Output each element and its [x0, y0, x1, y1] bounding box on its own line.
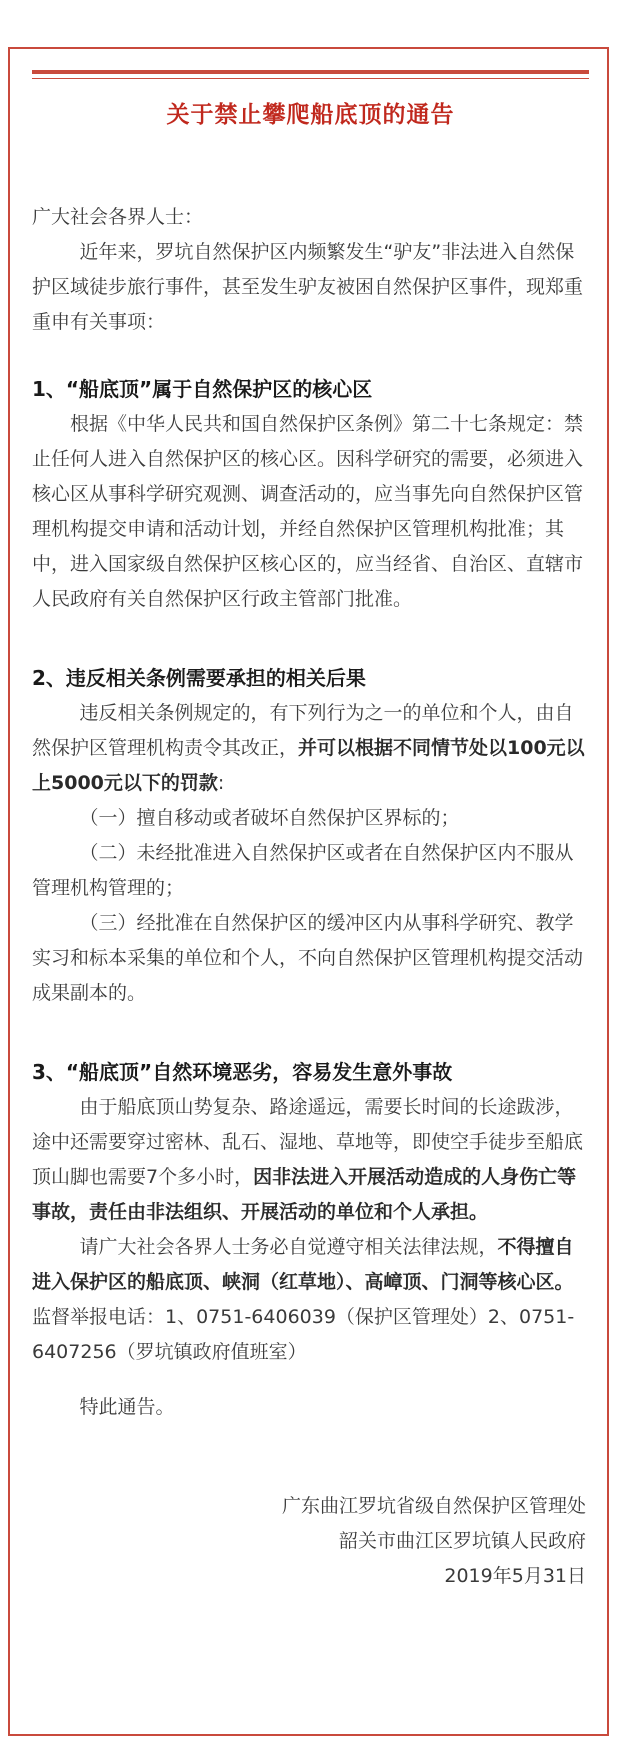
spacer	[32, 1425, 592, 1469]
appeal-paragraph	[32, 1230, 592, 1370]
spacer	[32, 1469, 592, 1489]
spacer	[32, 1370, 592, 1390]
spacer	[32, 617, 592, 661]
section-2-body-text: 违反相关条例规定的，有下列行为之一的单位和个人，由自然保护区管理机构责令其改正，	[32, 702, 574, 759]
appeal-text-start: 请广大社会各界人士务必自觉遵守相关法律法规，	[79, 1236, 498, 1258]
section-2-heading: 2、违反相关条例需要承担的相关后果	[32, 666, 366, 690]
section-2-item-2: （二）未经批准进入自然保护区或者在自然保护区内不服从管理机构管理的；	[32, 842, 574, 899]
section-2-item-1: （一）擅自移动或者破坏自然保护区界标的；	[79, 807, 460, 829]
signature-org-2: 韶关市曲江区罗坑镇人民政府	[338, 1530, 586, 1552]
spacer	[32, 1011, 592, 1055]
appeal-prohibition: 不得擅自进入保护区的船底顶、峡洞（红草地）、高嶂顶、门洞等核心区。	[32, 1236, 574, 1293]
header-rule-thick	[32, 70, 589, 74]
section-3-liability: 因非法进入开展活动造成的人身伤亡等事故，责任由非法组织、开展活动的单位和个人承担。	[32, 1166, 577, 1223]
section-3-body-text: 由于船底顶山势复杂、路途遥远，需要长时间的长途跋涉，途中还需要穿过密林、乱石、湿地、草地等，即使空手徒步至船底顶山脚也需要7个多小时，	[32, 1096, 584, 1188]
section-1-body: 根据《中华人民共和国自然保护区条例》第二十七条规定：禁止任何人进入自然保护区的核心区。因科学研究的需要，必须进入核心区从事科学研究观测、调查活动的，应当事先向自然保护区管理机构提交申请和活动计划，并经自然保护区管理机构批准；其中，进入国家级自然保护区核心区的，应当经省、自治区、直辖市人民政府有关自然保护区行政主管部门批准。	[32, 413, 584, 610]
section-2-penalty: 并可以根据不同情节处以100元以上5000元以下的罚款	[32, 737, 585, 794]
signature-date: 2019年5月31日	[444, 1565, 586, 1587]
section-2-item-3: （三）经批准在自然保护区的缓冲区内从事科学研究、教学实习和标本采集的单位和个人，不向自然保护区管理机构提交活动成果副本的。	[32, 912, 584, 1004]
section-2-colon: :	[217, 772, 225, 794]
section-1-heading: 1、“船底顶”属于自然保护区的核心区	[32, 377, 373, 401]
signature-org-1: 广东曲江罗坑省级自然保护区管理处	[281, 1495, 586, 1517]
closing-line: 特此通告。	[79, 1396, 175, 1418]
appeal-hotline: 监督举报电话：1、0751-6406039（保护区管理处）2、0751-6407256（罗坑镇政府值班室）	[32, 1306, 575, 1363]
section-3-body	[32, 1090, 592, 1230]
salutation: 广大社会各界人士：	[32, 206, 204, 228]
section-3-heading: 3、“船底顶”自然环境恶劣，容易发生意外事故	[32, 1060, 453, 1084]
spacer	[32, 340, 592, 372]
notice-body	[32, 200, 592, 1594]
section-2-body	[32, 696, 592, 801]
notice-title: 关于禁止攀爬船底顶的通告	[166, 102, 455, 128]
intro-paragraph: 近年来，罗坑自然保护区内频繁发生“驴友”非法进入自然保护区域徒步旅行事件，甚至发生驴友被困自然保护区事件，现郑重重申有关事项：	[32, 241, 584, 333]
header-rule-thin	[32, 78, 589, 79]
